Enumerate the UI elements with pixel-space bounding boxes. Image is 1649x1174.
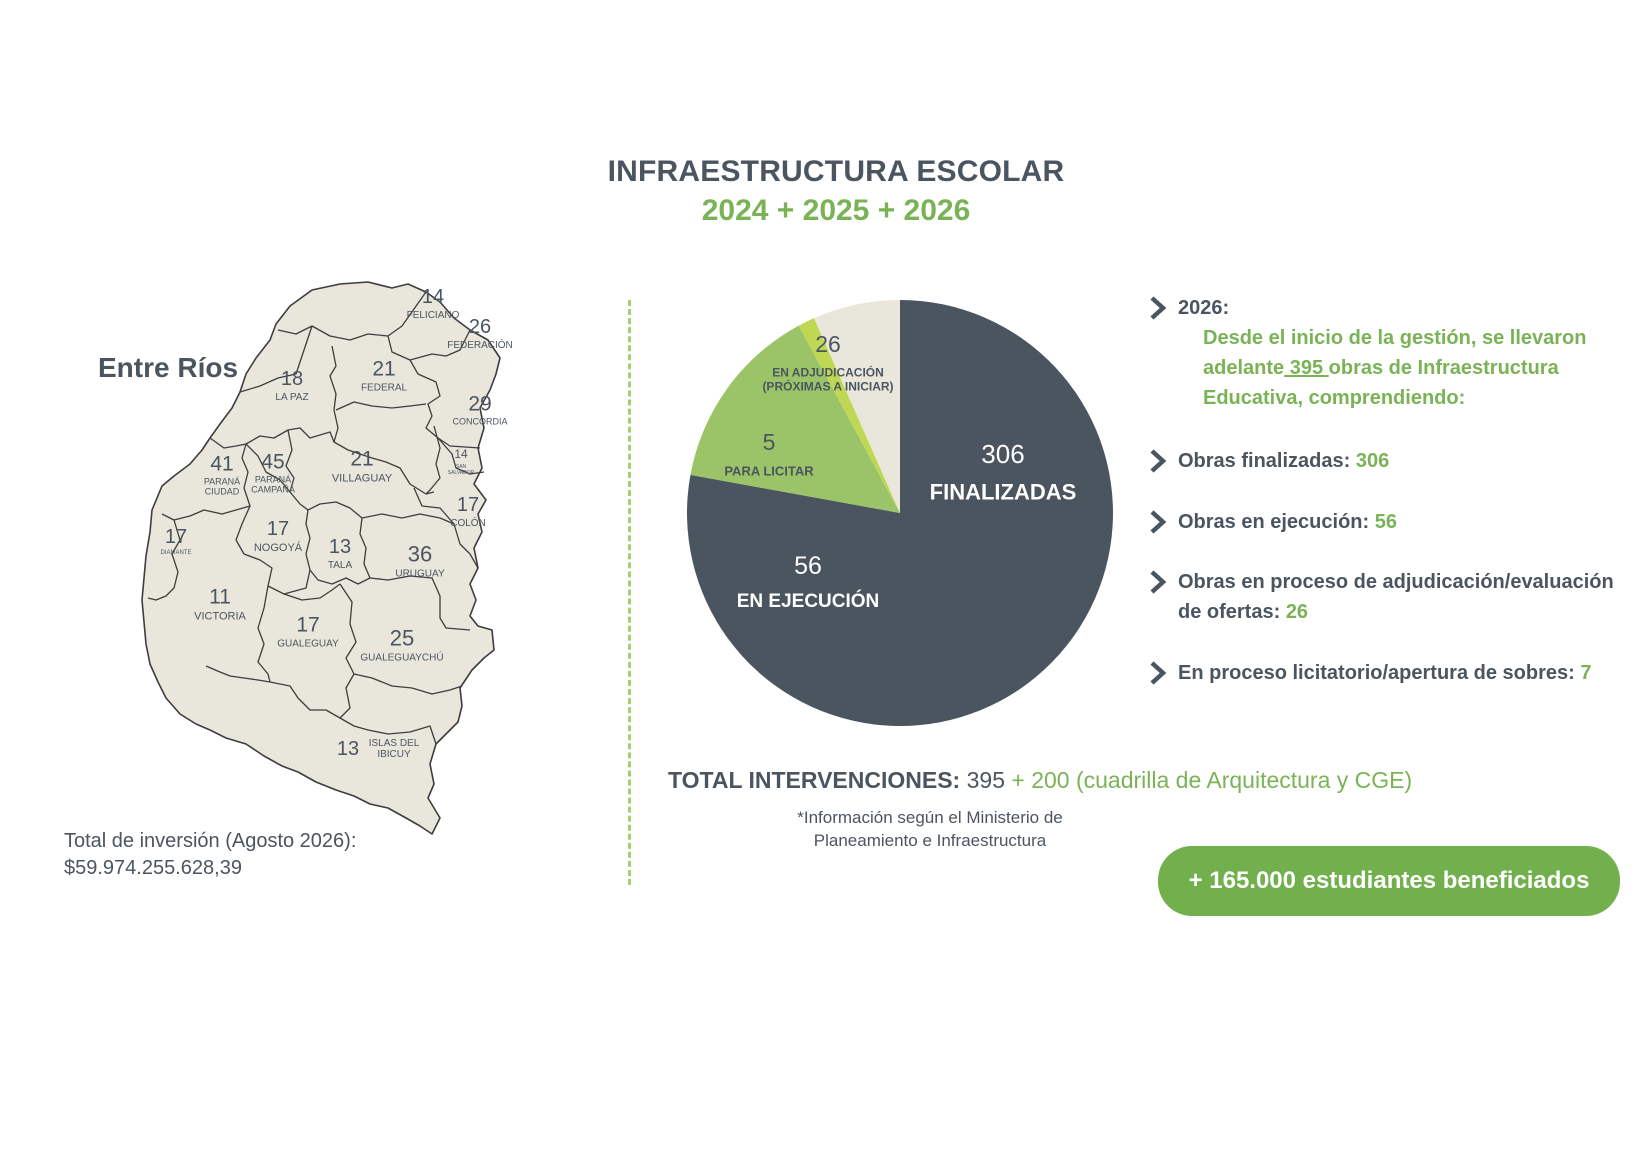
summary-intro-before: Desde el inicio de la gestión, se llevaron adelante — [1203, 327, 1587, 379]
department-name: DIAMANTE — [160, 550, 192, 556]
chevron-right-icon — [1148, 448, 1168, 474]
department-count: 17 — [456, 494, 480, 516]
department-name: FEDERACIÓN — [447, 340, 513, 351]
department-name: URUGUAY — [395, 568, 445, 580]
summary-item — [1178, 446, 1638, 476]
department-count: 14 — [454, 447, 468, 462]
summary-item — [1178, 567, 1638, 627]
pie-slice-value: 5 — [762, 429, 776, 455]
department-count: 45 — [261, 450, 285, 474]
region-title: Entre Ríos — [98, 352, 239, 383]
pie-slice-label: PARA LICITAR — [724, 463, 814, 479]
department-count: 13 — [336, 738, 360, 760]
summary-year-label: 2026: — [1178, 297, 1230, 319]
department-name: GUALEGUAYCHÚ — [360, 652, 444, 664]
pie-slice-label: (PRÓXIMAS A INICIAR) — [762, 379, 894, 394]
summary-intro — [1203, 323, 1643, 413]
summary-year — [1178, 293, 1638, 323]
department-name: TALA — [327, 560, 353, 571]
department-count: 17 — [164, 526, 188, 548]
department-count: 41 — [210, 452, 234, 476]
pie-slice-label: FINALIZADAS — [929, 479, 1077, 505]
chevron-right-icon — [1148, 509, 1168, 535]
pie-slice-value: 26 — [815, 331, 841, 357]
investment-label: Total de inversión (Agosto 2026): — [64, 830, 357, 852]
department-count: 36 — [407, 541, 433, 567]
summary-intro-after: obras de Infraestructura Educativa, comprendiendo: — [1203, 357, 1559, 409]
department-count: 21 — [372, 357, 396, 381]
summary-item — [1178, 658, 1638, 688]
summary-item-label: Obras en proceso de adjudicación/evaluación de ofertas: — [1178, 571, 1614, 623]
department-name: COLÓN — [450, 518, 486, 529]
department-name: CONCORDIA — [452, 416, 508, 427]
page-title: INFRAESTRUCTURA ESCOLAR — [607, 155, 1065, 188]
chevron-right-icon — [1148, 295, 1168, 321]
students-benefited-badge: + 165.000 estudiantes beneficiados — [1158, 846, 1620, 916]
summary-item-value: 26 — [1285, 601, 1309, 623]
source-note-line-1: *Información según el Ministerio de — [797, 808, 1063, 827]
summary-item — [1178, 507, 1638, 537]
section-divider — [628, 300, 631, 885]
department-name: IBICUY — [377, 749, 411, 760]
department-count: 25 — [389, 625, 415, 651]
summary-item-label: Obras finalizadas: — [1178, 450, 1351, 472]
chevron-right-icon — [1148, 660, 1168, 686]
pie-slices — [687, 300, 1113, 726]
department-count: 11 — [209, 585, 231, 609]
department-name: CAMPAÑA — [251, 484, 295, 495]
pie-slice-label: EN EJECUCIÓN — [736, 590, 880, 612]
department-count: 18 — [280, 368, 304, 390]
department-name: LA PAZ — [275, 392, 309, 403]
department-count: 29 — [468, 392, 492, 416]
pie-slice-value: 306 — [981, 439, 1025, 469]
summary-item-label: En proceso licitatorio/apertura de sobres: — [1178, 662, 1575, 684]
source-note-line-2: Planeamiento e Infraestructura — [813, 831, 1047, 850]
total-interventions — [668, 767, 1412, 794]
total-extra: + 200 (cuadrilla de Arquitectura y CGE) — [1011, 767, 1413, 793]
summary-item-label: Obras en ejecución: — [1178, 511, 1370, 533]
department-count: 26 — [468, 316, 492, 338]
department-count: 14 — [421, 286, 445, 308]
summary-item-value: 7 — [1580, 662, 1592, 684]
pie-chart — [685, 298, 1145, 758]
investment-value: $59.974.255.628,39 — [64, 857, 242, 879]
department-name: CIUDAD — [204, 486, 240, 497]
department-name: VILLAGUAY — [331, 472, 393, 485]
total-label: TOTAL INTERVENCIONES: — [668, 767, 961, 793]
department-name: PARANÁ — [203, 476, 241, 487]
summary-item-value: 56 — [1374, 511, 1397, 533]
summary-intro-number: 395 — [1284, 357, 1329, 379]
department-count: 13 — [328, 536, 352, 558]
department-name: ISLAS DEL — [368, 738, 420, 749]
department-name: PARANÁ — [254, 474, 292, 485]
total-value: 395 — [966, 767, 1005, 793]
pie-slice-value: 56 — [794, 552, 822, 580]
department-name: FEDERAL — [360, 382, 408, 394]
department-name: NOGOYÁ — [253, 542, 303, 554]
department-count: 17 — [296, 613, 320, 637]
department-name: SAN — [455, 464, 467, 471]
department-count: 21 — [350, 447, 374, 471]
chevron-right-icon — [1148, 569, 1168, 595]
department-count: 17 — [266, 518, 290, 540]
pie-slice-label: EN ADJUDICACIÓN — [772, 365, 884, 380]
department-name: SALVADOR — [447, 470, 475, 477]
department-name: VICTORIA — [194, 610, 246, 623]
page-subtitle-years: 2024 + 2025 + 2026 — [701, 194, 971, 227]
department-name: FELICIANO — [406, 310, 460, 321]
department-name: GUALEGUAY — [277, 638, 339, 650]
summary-item-value: 306 — [1355, 450, 1390, 472]
